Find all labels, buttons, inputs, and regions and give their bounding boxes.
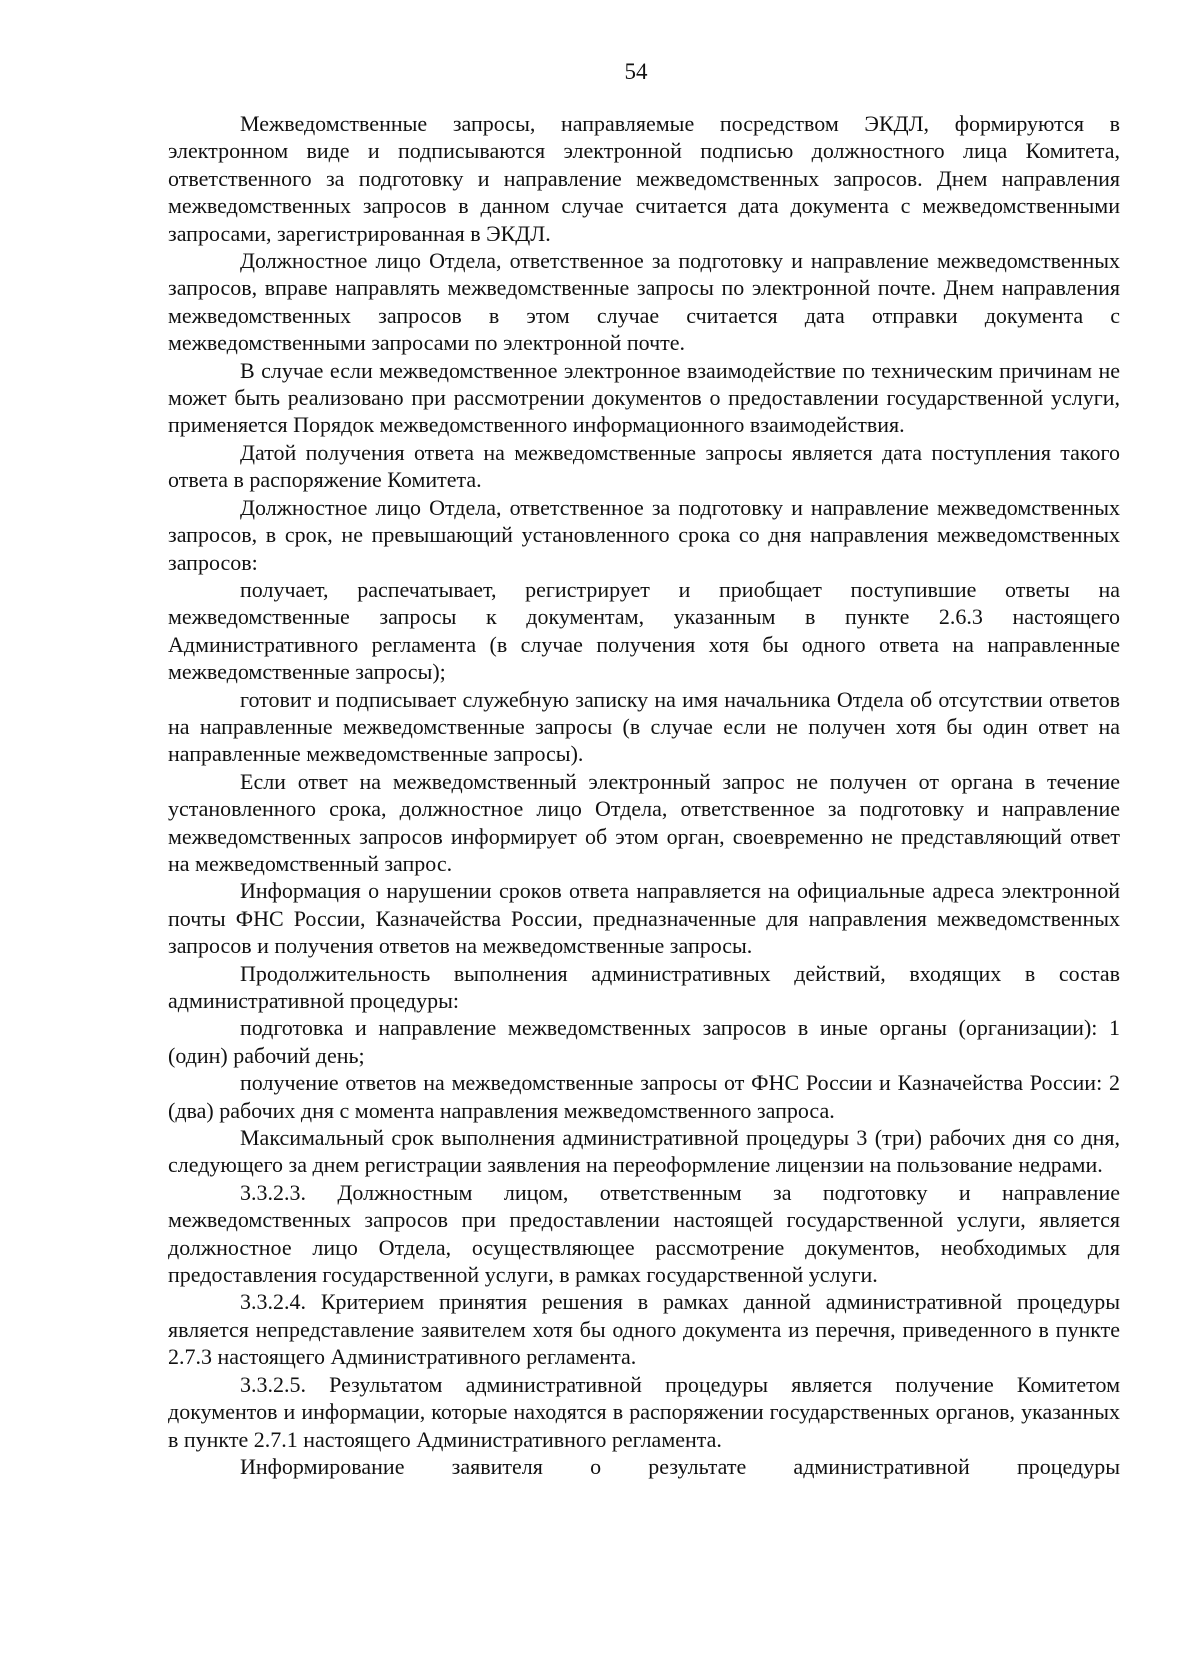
paragraph: Межведомственные запросы, направляемые посредством ЭКДЛ, формируются в электронном виде и подписываются электронной подписью должностного лица Комитета, ответственного за подготовку и направление межведомственных запросов. Днем направления межведомственных запросов в данном случае считается дата документа с межведомственными запросами, зарегистрированная в ЭКДЛ.	[168, 111, 1120, 246]
paragraph: готовит и подписывает служебную записку на имя начальника Отдела об отсутствии ответов на направленные межведомственные запросы (в случае если не получен хотя бы один ответ на направленные межведомственные запросы).	[168, 686, 1120, 767]
paragraph: получает, распечатывает, регистрирует и приобщает поступившие ответы на межведомственные запросы к документам, указанным в пункте 2.6.3 настоящего Административного регламента (в случае получения хотя бы одного ответа на направленные межведомственные запросы);	[168, 576, 1120, 685]
paragraph: Должностное лицо Отдела, ответственное за подготовку и направление межведомственных запросов, в срок, не превышающий установленного срока со дня направления межведомственных запросов:	[168, 494, 1120, 575]
paragraph: В случае если межведомственное электронное взаимодействие по техническим причинам не может быть реализовано при рассмотрении документов о предоставлении государственной услуги, применяется Порядок межведомственного информационного взаимодействия.	[168, 357, 1120, 438]
paragraph: Если ответ на межведомственный электронный запрос не получен от органа в течение установленного срока, должностное лицо Отдела, ответственное за подготовку и направление межведомственных запросов информирует об этом орган, своевременно не представляющий ответ на межведомственный запрос.	[168, 768, 1120, 876]
paragraph: Продолжительность выполнения административных действий, входящих в состав административной процедуры:	[168, 960, 1120, 1013]
paragraph: Датой получения ответа на межведомственные запросы является дата поступления такого ответа в распоряжение Комитета.	[168, 439, 1120, 493]
page-number: 54	[624, 59, 648, 84]
paragraph: получение ответов на межведомственные запросы от ФНС России и Казначейства России: 2 (два) рабочих дня с момента направления межведомственного запроса.	[168, 1070, 1120, 1123]
paragraph: 3.3.2.3. Должностным лицом, ответственным за подготовку и направление межведомственных запросов при предоставлении настоящей государственной услуги, является должностное лицо Отдела, осуществляющее рассмотрение документов, необходимых для предоставления государственной услуги, в рамках государственной услуги.	[168, 1179, 1120, 1288]
paragraph: подготовка и направление межведомственных запросов в иные органы (организации): 1 (один) рабочий день;	[168, 1015, 1120, 1068]
paragraph: Информирование заявителя о результате административной процедуры	[240, 1453, 1120, 1479]
paragraph: Должностное лицо Отдела, ответственное за подготовку и направление межведомственных запросов, вправе направлять межведомственные запросы по электронной почте. Днем направления межведомственных запросов в этом случае считается дата отправки документа с межведомственными запросами по электронной почте.	[168, 248, 1120, 356]
document-body	[168, 110, 1120, 1480]
paragraph: Информация о нарушении сроков ответа направляется на официальные адреса электронной почты ФНС России, Казначейства России, предназначенные для направления межведомственных запросов и получения ответов на межведомственные запросы.	[168, 878, 1120, 959]
paragraph: 3.3.2.5. Результатом административной процедуры является получение Комитетом документов и информации, которые находятся в распоряжении государственных органов, указанных в пункте 2.7.1 настоящего Административного регламента.	[168, 1371, 1120, 1452]
paragraph: Максимальный срок выполнения административной процедуры 3 (три) рабочих дня со дня, следующего за днем регистрации заявления на переоформление лицензии на пользование недрами.	[168, 1125, 1120, 1178]
paragraph: 3.3.2.4. Критерием принятия решения в рамках данной административной процедуры является непредставление заявителем хотя бы одного документа из перечня, приведенного в пункте 2.7.3 настоящего Административного регламента.	[168, 1289, 1120, 1370]
